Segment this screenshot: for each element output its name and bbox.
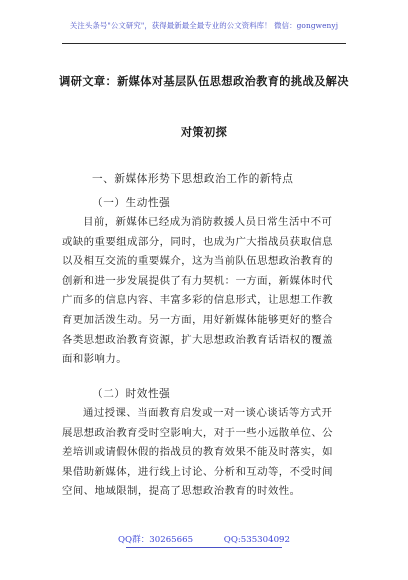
section-heading-1: 一、新媒体形势下思想政治工作的新特点 — [92, 173, 294, 185]
paragraph-2 — [62, 404, 346, 502]
footer-qq-group: QQ群：30265665 — [118, 535, 194, 545]
paragraph-line: 各类思想政治教育资源，扩大思想政治教育话语权的覆盖 — [62, 333, 334, 346]
footer-contact — [0, 533, 408, 545]
paragraph-line: 以及相互交流的重要媒介，这为当前队伍思想政治教育的 — [62, 255, 334, 268]
paragraph-line: 或缺的重要组成部分，同时，也成为广大指战员获取信息 — [62, 235, 334, 248]
footer-qq: QQ:535304092 — [223, 535, 290, 545]
document-title-line-2: 对策初探 — [180, 125, 228, 139]
paragraph-line: 育更加活泼生动。另一方面，用好新媒体能够更好的整合 — [62, 313, 334, 326]
paragraph-line: 差培训或请假休假的指战员的教育效果不能及时落实，如 — [62, 446, 334, 459]
paragraph-line: 果借助新媒体，进行线上讨论、分析和互动等，不受时间 — [62, 465, 334, 478]
paragraph-line: 目前，新媒体已经成为消防救援人员日常生活中不可 — [83, 216, 333, 228]
header-banner: 关注头条号"公文研究"，获得最新最全最专业的公文资料库！ 微信：gongwenyj — [69, 21, 339, 30]
footer-underline — [126, 547, 282, 548]
subsection-heading-2: （二）时效性强 — [92, 388, 171, 400]
subsection-heading-1: （一）生动性强 — [92, 197, 171, 209]
paragraph-line: 广而多的信息内容、丰富多彩的信息形式，让思想工作教 — [62, 294, 334, 307]
document-title-line-1: 调研文章：新媒体对基层队伍思想政治教育的挑战及解决 — [59, 74, 349, 88]
paragraph-line: 展思想政治教育受时空影响大，对于一些小远散单位、公 — [62, 426, 334, 439]
paragraph-1 — [62, 213, 346, 370]
paragraph-line: 通过授课、当面教育启发或一对一谈心谈话等方式开 — [83, 407, 333, 419]
paragraph-line: 创新和进一步发展提供了有力契机：一方面，新媒体时代 — [62, 274, 334, 287]
paragraph-line: 空间、地域限制，提高了思想政治教育的时效性。 — [62, 485, 301, 498]
paragraph-line: 面和影响力。 — [62, 353, 128, 366]
header-divider — [62, 43, 346, 44]
